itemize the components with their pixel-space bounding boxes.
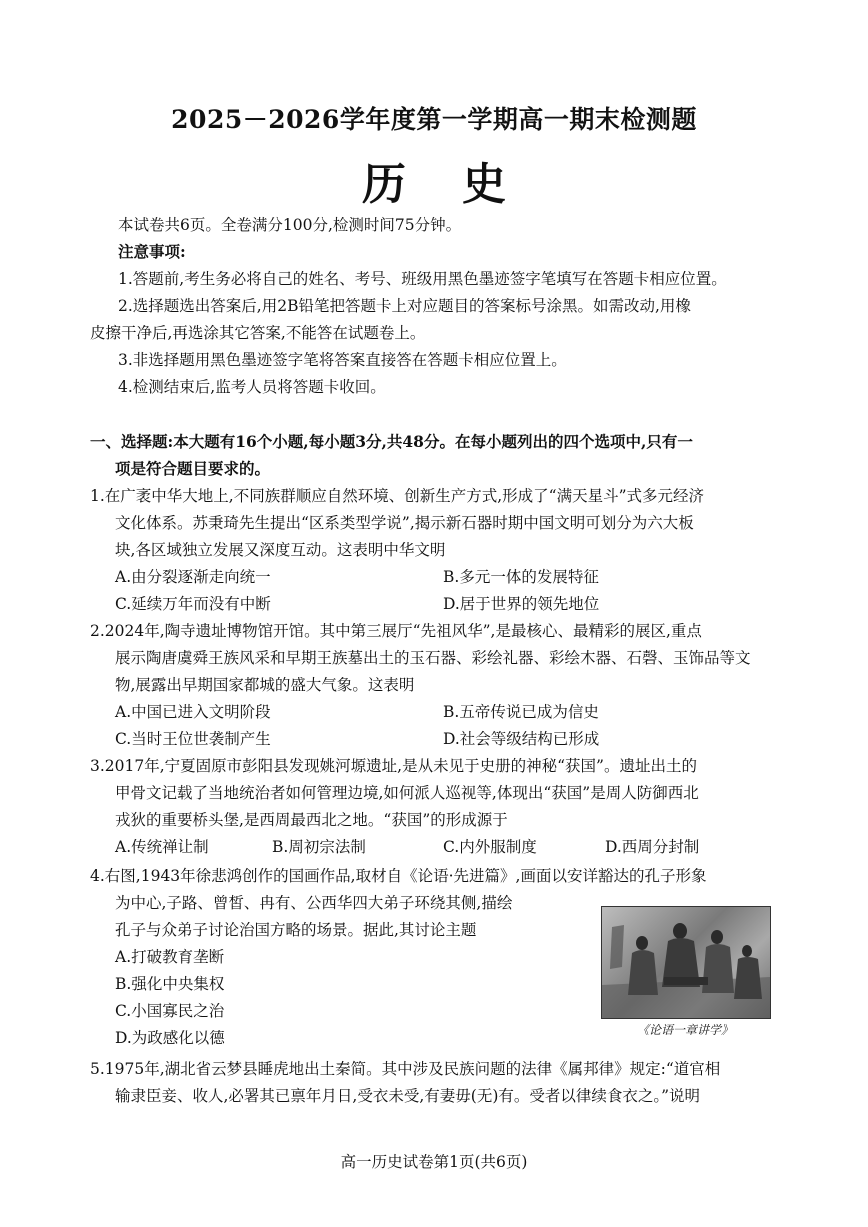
question-3-option-a: A.传统禅让制 (115, 838, 209, 856)
question-2-stem: 展示陶唐虞舜王族风采和早期王族墓出土的玉石器、彩绘礼器、彩绘木器、石磬、玉饰品等文 (115, 649, 751, 667)
question-5-stem: 5.1975年,湖北省云梦县睡虎地出土秦简。其中涉及民族问题的法律《属邦律》规定:“道官相 (90, 1060, 721, 1078)
question-2-stem: 2.2024年,陶寺遗址博物馆开馆。其中第三展厅“先祖风华”,是最核心、最精彩的展区,重点 (90, 622, 702, 640)
question-3-stem: 3.2017年,宁夏固原市彭阳县发现姚河塬遗址,是从未见于史册的神秘“获国”。遗址出土的 (90, 757, 697, 775)
painting-image (601, 906, 771, 1019)
painting-figures-icon (602, 907, 770, 1018)
question-3-stem: 戎狄的重要桥头堡,是西周最西北之地。“获国”的形成源于 (115, 811, 508, 829)
notice-item-2-cont: 皮擦干净后,再选涂其它答案,不能答在试题卷上。 (90, 324, 426, 342)
question-4-option-b: B.强化中央集权 (115, 975, 225, 993)
section-heading-cont: 项是符合题目要求的。 (115, 459, 271, 478)
question-4-stem: 4.右图,1943年徐悲鸿创作的国画作品,取材自《论语·先进篇》,画面以安详豁达的孔子形象 (90, 867, 707, 885)
notice-title: 注意事项: (118, 242, 186, 261)
question-2-option-d: D.社会等级结构已形成 (443, 730, 600, 748)
question-5-stem: 输隶臣妾、收人,必署其已禀年月日,受衣未受,有妻毋(无)有。受者以律续食衣之。”说明 (115, 1087, 701, 1105)
notice-item-4: 4.检测结束后,监考人员将答题卡收回。 (118, 378, 386, 396)
page-footer: 高一历史试卷第1页(共6页) (340, 1153, 528, 1171)
section-heading: 一、选择题:本大题有16个小题,每小题3分,共48分。在每小题列出的四个选项中,只有一 (90, 432, 693, 451)
question-4-stem: 为中心,子路、曾皙、冉有、公西华四大弟子环绕其侧,描绘 (115, 894, 513, 912)
question-3-option-d: D.西周分封制 (605, 838, 700, 856)
question-1-stem: 1.在广袤中华大地上,不同族群顺应自然环境、创新生产方式,形成了“满天星斗”式多元经济 (90, 487, 704, 505)
notice-item-2: 2.选择题选出答案后,用2B铅笔把答题卡上对应题目的答案标号涂黑。如需改动,用橡 (118, 297, 691, 315)
question-4-option-a: A.打破教育垄断 (115, 948, 225, 966)
question-3-option-b: B.周初宗法制 (272, 838, 366, 856)
question-1-stem: 文化体系。苏秉琦先生提出“区系类型学说”,揭示新石器时期中国文明可划分为六大板 (115, 514, 694, 532)
question-4-option-d: D.为政感化以德 (115, 1029, 225, 1047)
question-2-option-b: B.五帝传说已成为信史 (443, 703, 599, 721)
painting-caption: 《论语一章讲学》 (636, 1023, 733, 1037)
question-1-option-d: D.居于世界的领先地位 (443, 595, 600, 613)
question-2-option-c: C.当时王位世袭制产生 (115, 730, 271, 748)
question-4-stem: 孔子与众弟子讨论治国方略的场景。据此,其讨论主题 (115, 921, 477, 939)
exam-title: 2025－2026学年度第一学期高一期末检测题 (171, 105, 697, 134)
question-2-stem: 物,展露出早期国家都城的盛大气象。这表明 (115, 676, 415, 694)
intro-line: 本试卷共6页。全卷满分100分,检测时间75分钟。 (118, 216, 462, 234)
question-2-option-a: A.中国已进入文明阶段 (115, 703, 271, 721)
notice-item-1: 1.答题前,考生务必将自己的姓名、考号、班级用黑色墨迹签字笔填写在答题卡相应位置。 (118, 270, 727, 288)
notice-item-3: 3.非选择题用黑色墨迹签字笔将答案直接答在答题卡相应位置上。 (118, 351, 567, 369)
question-1-option-a: A.由分裂逐渐走向统一 (115, 568, 271, 586)
subject-title: 历史 (362, 159, 562, 210)
question-4-option-c: C.小国寡民之治 (115, 1002, 225, 1020)
question-1-stem: 块,各区域独立发展又深度互动。这表明中华文明 (115, 541, 446, 559)
question-3-stem: 甲骨文记载了当地统治者如何管理边境,如何派人巡视等,体现出“获国”是周人防御西北 (115, 784, 699, 802)
question-1-option-c: C.延续万年而没有中断 (115, 595, 271, 613)
question-3-option-c: C.内外服制度 (443, 838, 537, 856)
question-1-option-b: B.多元一体的发展特征 (443, 568, 599, 586)
